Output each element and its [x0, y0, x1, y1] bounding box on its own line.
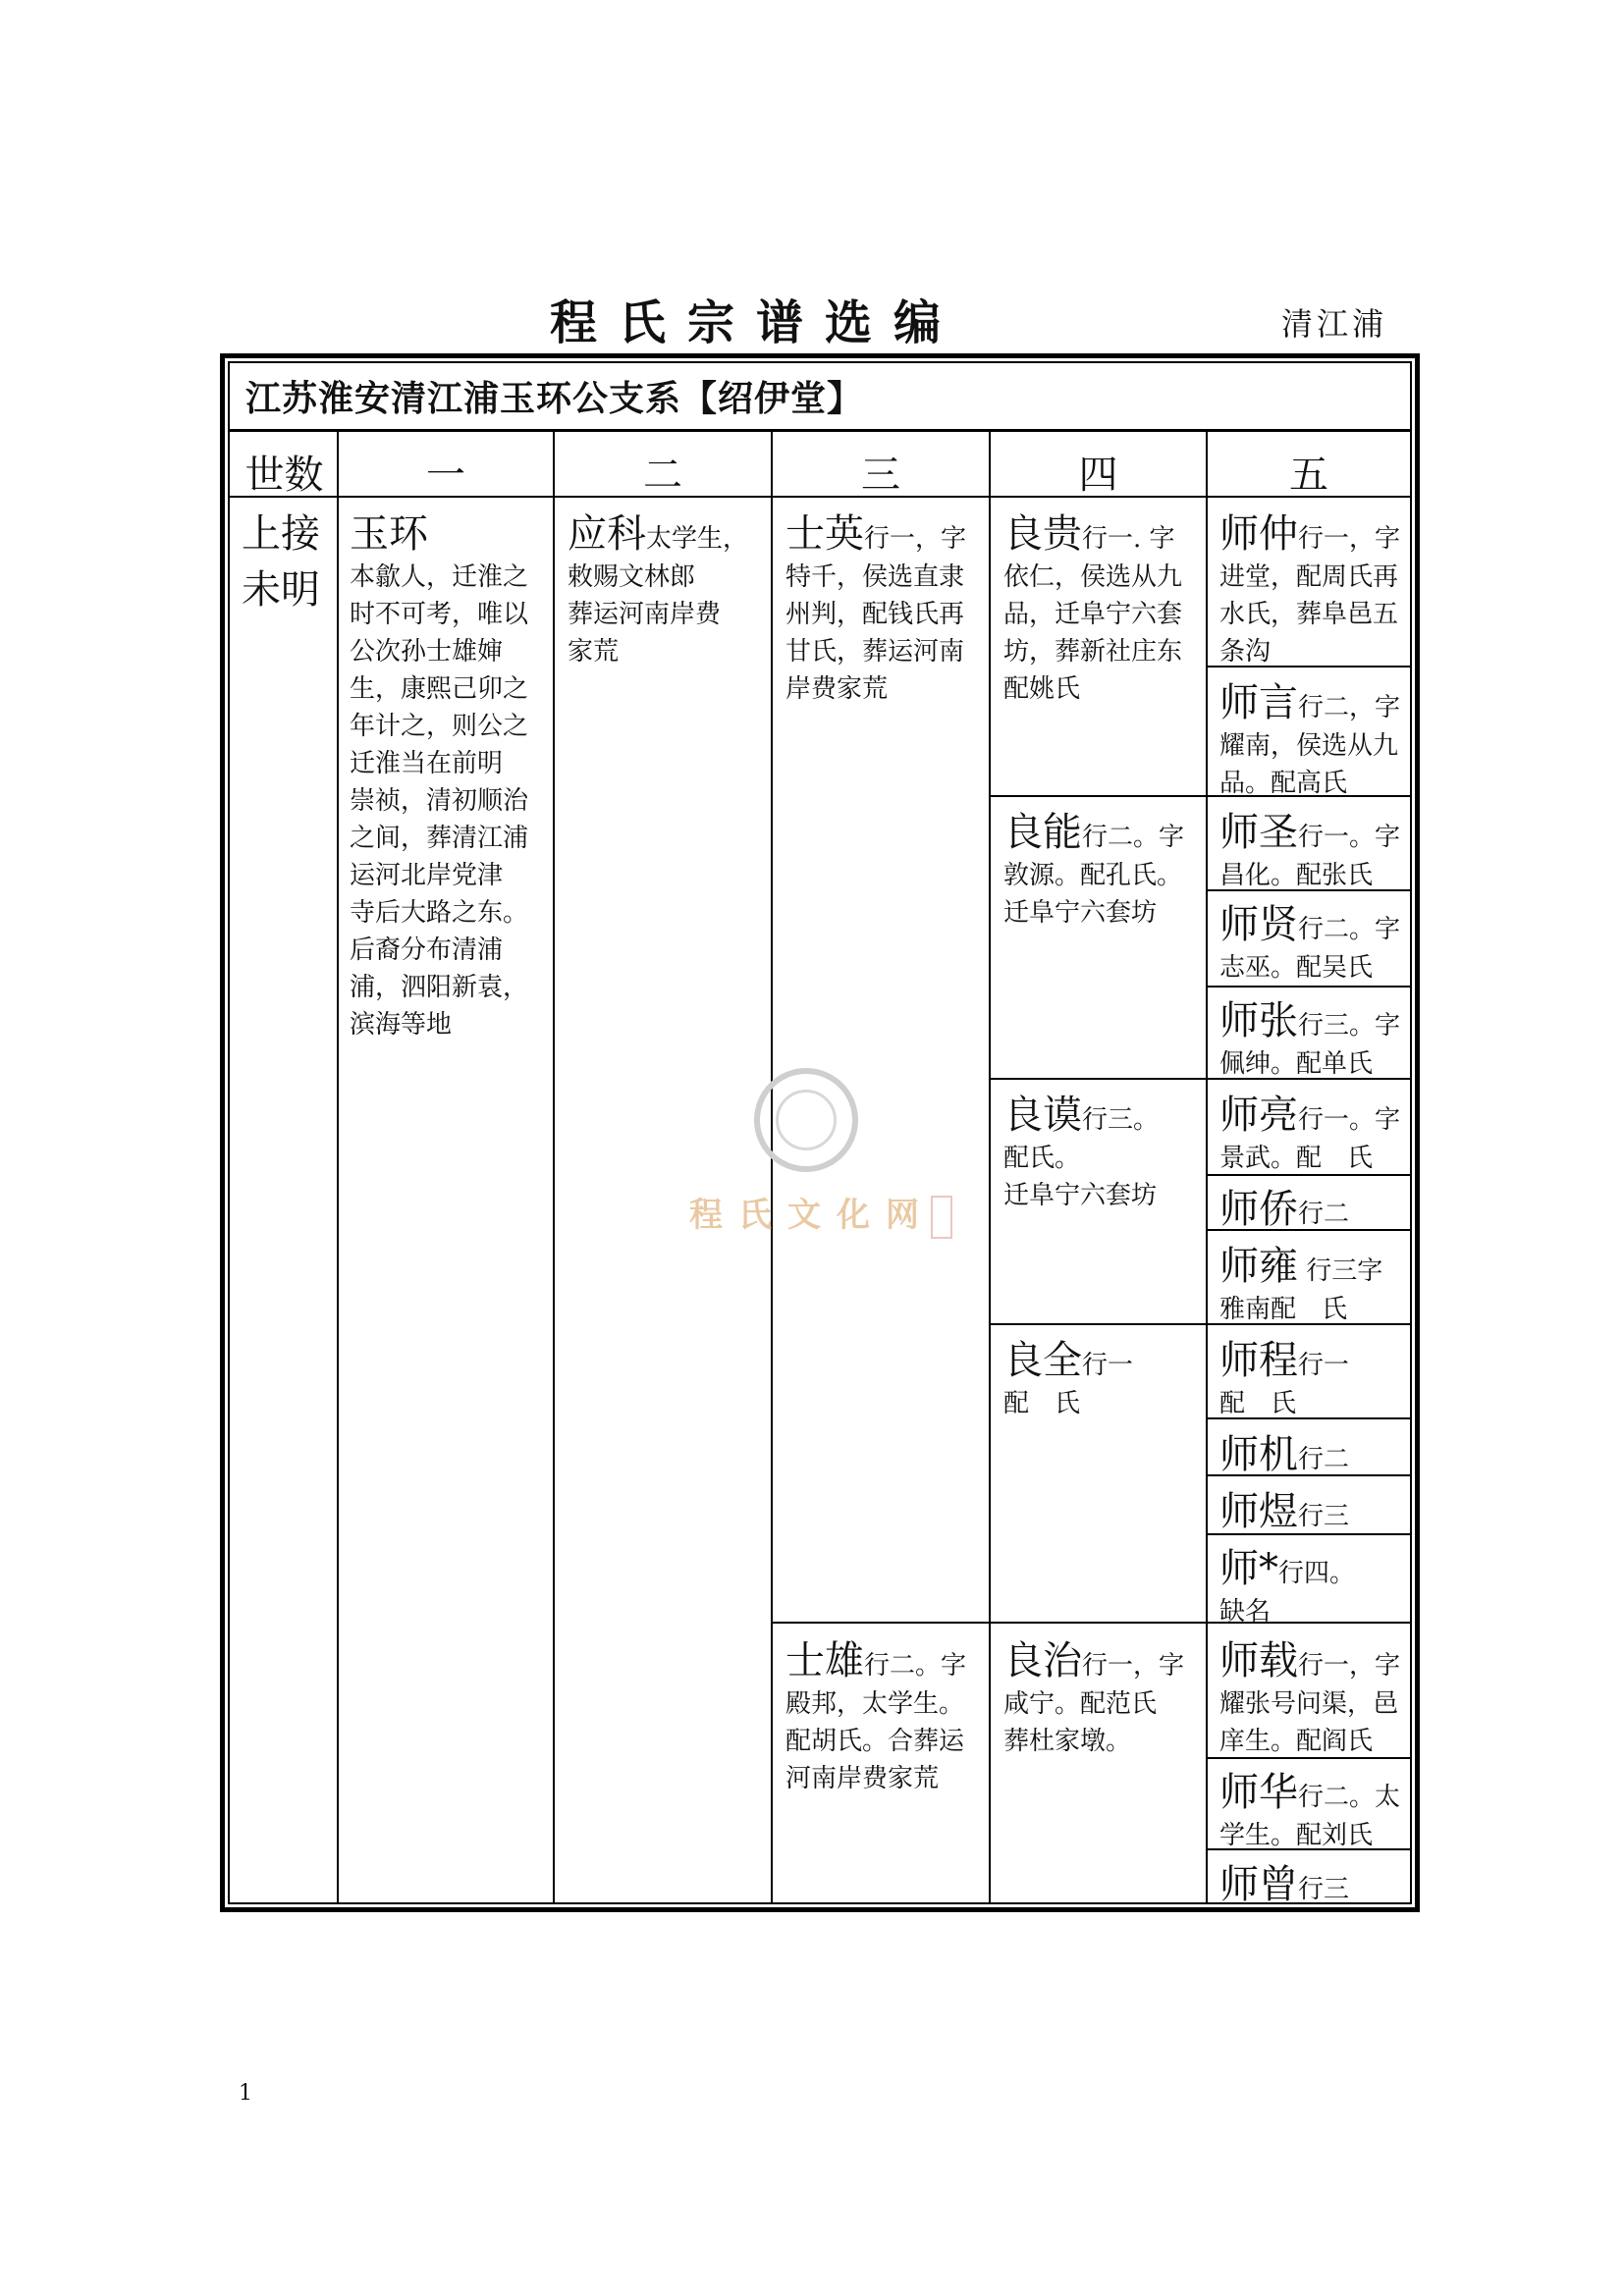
origin-cell — [242, 503, 320, 614]
person-note: 行一 — [1298, 1351, 1350, 1380]
person-name: 师* — [1219, 1546, 1278, 1591]
person-note: 行二。字 — [1298, 915, 1401, 944]
column-header-5: 五 — [1289, 453, 1328, 498]
gen5-cell — [1219, 1629, 1410, 1760]
person-name: 师华 — [1219, 1770, 1298, 1815]
person-note: 行一，字 — [1082, 1651, 1185, 1681]
person-note: 行一，字 — [1298, 524, 1401, 554]
bio-line: 进堂，配周氏再 — [1219, 562, 1399, 592]
bio-line: 耀张号问渠，邑 — [1219, 1689, 1399, 1719]
bio-line: 迁阜宁六套坊 — [1003, 1181, 1158, 1210]
person-name: 玉环 — [350, 511, 428, 557]
bio-line: 学生。配刘氏 — [1219, 1821, 1374, 1850]
bio-line: 配姚氏 — [1003, 674, 1081, 704]
person-name: 师仲 — [1219, 511, 1298, 557]
place-label: 清江浦 — [1281, 305, 1388, 343]
person-name: 师张 — [1219, 998, 1298, 1043]
bio-line: 甘氏，葬运河南 — [785, 637, 965, 667]
bio-line: 特千，侯选直隶 — [785, 562, 965, 592]
person-name: 良贵 — [1003, 511, 1082, 557]
origin-line: 未明 — [242, 567, 320, 613]
person-name: 师言 — [1219, 680, 1298, 725]
person-note: 行一。字 — [1298, 823, 1401, 852]
bio-line: 品，迁阜宁六套 — [1003, 600, 1183, 629]
column-divider — [771, 432, 773, 1902]
person-note: 行二 — [1298, 1200, 1350, 1229]
column-divider — [1206, 432, 1208, 1902]
bio-line: 崇祯，清初顺治 — [350, 786, 529, 816]
person-name: 师侨 — [1219, 1187, 1298, 1232]
bio-line: 水氏，葬阜邑五 — [1219, 600, 1399, 629]
bio-line: 条沟 — [1219, 637, 1272, 667]
person-note: 行三 — [1298, 1502, 1350, 1531]
gen5-cell — [1219, 1761, 1410, 1854]
bio-line: 依仁，侯选从九 — [1003, 562, 1183, 592]
bio-line: 滨海等地 — [350, 1010, 453, 1040]
column-header-generation: 世数 — [244, 453, 324, 498]
column-header-3: 三 — [861, 453, 900, 498]
person-note: 行一. 字 — [1082, 524, 1175, 554]
bio-line: 浦，泗阳新袁， — [350, 973, 529, 1002]
gen5-cell — [1219, 1329, 1410, 1422]
gen5-cell — [1219, 1235, 1410, 1328]
bio-line: 公次孙士雄婶 — [350, 637, 504, 667]
bio-line: 品。配高氏 — [1219, 769, 1348, 798]
bio-line: 迁阜宁六套坊 — [1003, 898, 1158, 928]
person-name: 良能 — [1003, 810, 1082, 855]
column-divider — [989, 432, 991, 1902]
person-name: 师载 — [1219, 1638, 1298, 1683]
gen5-cell — [1219, 1084, 1410, 1177]
gen5-cell — [1219, 989, 1410, 1083]
person-name: 良谟 — [1003, 1093, 1082, 1138]
bio-line: 运河北岸党津 — [350, 861, 504, 890]
bio-line: 庠生。配阎氏 — [1219, 1727, 1374, 1756]
person-name: 师曾 — [1219, 1862, 1298, 1907]
person-name: 师机 — [1219, 1432, 1298, 1477]
person-name: 士雄 — [785, 1638, 864, 1683]
person-note: 行一 — [1082, 1351, 1134, 1380]
document-title: 程氏宗谱选编 — [550, 295, 963, 350]
watermark-seal-inner — [776, 1090, 837, 1150]
gen3-cell — [785, 1629, 987, 1797]
bio-line: 缺名 — [1219, 1597, 1272, 1627]
person-name: 士英 — [785, 511, 864, 557]
bio-line: 景武。配 氏 — [1219, 1144, 1374, 1173]
column-header-1: 一 — [426, 453, 465, 498]
bio-line: 配胡氏。合葬运 — [785, 1727, 965, 1756]
bio-line: 坊，葬新社庄东 — [1003, 637, 1183, 667]
gen5-cell — [1219, 1853, 1410, 1909]
bio-line: 本歙人，迁淮之 — [350, 562, 529, 592]
bio-line: 岸费家荒 — [785, 674, 889, 704]
person-note: 行一。字 — [1298, 1105, 1401, 1135]
gen5-cell — [1219, 1423, 1410, 1479]
person-name: 师亮 — [1219, 1093, 1298, 1138]
page-number: 1 — [239, 2081, 252, 2106]
person-note: 太学生， — [646, 524, 749, 554]
person-note: 行二，字 — [1298, 693, 1401, 722]
bio-line: 州判，配钱氏再 — [785, 600, 965, 629]
watermark-text: 程氏文化网 — [689, 1196, 935, 1235]
gen5-cell — [1219, 671, 1410, 802]
gen5-cell — [1219, 1480, 1410, 1536]
person-name: 师雍 — [1219, 1244, 1298, 1289]
gen4-cell — [1003, 1329, 1205, 1422]
bio-line: 咸宁。配范氏 — [1003, 1689, 1158, 1719]
gen4-cell — [1003, 1084, 1205, 1214]
bio-line: 配 氏 — [1003, 1389, 1081, 1418]
gen2-cell — [568, 503, 769, 670]
gen4-cell — [1003, 503, 1205, 708]
bio-line: 河南岸费家荒 — [785, 1764, 940, 1793]
bio-line: 敕赐文林郎 — [568, 562, 696, 592]
bio-line: 耀南，侯选从九 — [1219, 731, 1399, 761]
gen5-cell — [1219, 893, 1410, 987]
person-name: 师煜 — [1219, 1489, 1298, 1534]
gen4-cell — [1003, 801, 1205, 932]
bio-line: 雅南配 氏 — [1219, 1295, 1348, 1324]
origin-line: 上接 — [242, 511, 320, 557]
bio-line: 佩绅。配单氏 — [1219, 1049, 1374, 1079]
column-header-4: 四 — [1078, 453, 1118, 498]
gen1-cell — [350, 503, 551, 1043]
bio-line: 时不可考，唯以 — [350, 600, 529, 629]
gen3-cell — [785, 503, 987, 708]
bio-line: 迁淮当在前明 — [350, 749, 504, 778]
bio-line: 后裔分布清浦 — [350, 935, 504, 965]
gen5-cell — [1219, 1537, 1410, 1630]
watermark-stamp-icon — [931, 1196, 952, 1239]
person-note: 行二 — [1298, 1445, 1350, 1474]
bio-line: 之间，葬清江浦 — [350, 824, 529, 853]
person-name: 良全 — [1003, 1338, 1082, 1383]
bio-line: 年计之，则公之 — [350, 712, 529, 741]
bio-line: 昌化。配张氏 — [1219, 861, 1374, 890]
gen4-cell — [1003, 1629, 1205, 1760]
bio-line: 葬运河南岸费 — [568, 600, 722, 629]
person-note: 行二。字 — [1082, 823, 1185, 852]
column-divider — [553, 432, 555, 1902]
bio-line: 配 氏 — [1219, 1389, 1297, 1418]
person-note: 行三。 — [1082, 1105, 1160, 1135]
column-divider — [337, 432, 339, 1902]
person-name: 良治 — [1003, 1638, 1082, 1683]
bio-line: 志巫。配吴氏 — [1219, 953, 1374, 983]
column-header-2: 二 — [643, 453, 682, 498]
person-note: 行四。 — [1278, 1559, 1356, 1588]
bio-line: 葬杜家墩。 — [1003, 1727, 1132, 1756]
person-note: 行二。字 — [864, 1651, 967, 1681]
bio-line: 生，康熙己卯之 — [350, 674, 529, 704]
person-name: 应科 — [568, 511, 646, 557]
person-note: 行三 — [1298, 1875, 1350, 1904]
bio-line: 配氏。 — [1003, 1144, 1081, 1173]
person-note: 行二。太 — [1298, 1783, 1401, 1812]
person-note: 行三。字 — [1298, 1011, 1401, 1041]
person-name: 师贤 — [1219, 902, 1298, 947]
gen5-cell — [1219, 801, 1410, 894]
bio-line: 寺后大路之东。 — [350, 898, 529, 928]
gen5-cell — [1219, 1178, 1410, 1234]
person-name: 师程 — [1219, 1338, 1298, 1383]
person-note: 行三字 — [1298, 1256, 1383, 1286]
person-note: 行一，字 — [1298, 1651, 1401, 1681]
bio-line: 殿邦，太学生。 — [785, 1689, 965, 1719]
bio-line: 家荒 — [568, 637, 620, 667]
bio-line: 敦源。配孔氏。 — [1003, 861, 1183, 890]
branch-title: 江苏淮安清江浦玉环公支系【绍伊堂】 — [230, 363, 1410, 432]
gen5-cell — [1219, 503, 1410, 670]
person-note: 行一，字 — [864, 524, 967, 554]
person-name: 师圣 — [1219, 810, 1298, 855]
